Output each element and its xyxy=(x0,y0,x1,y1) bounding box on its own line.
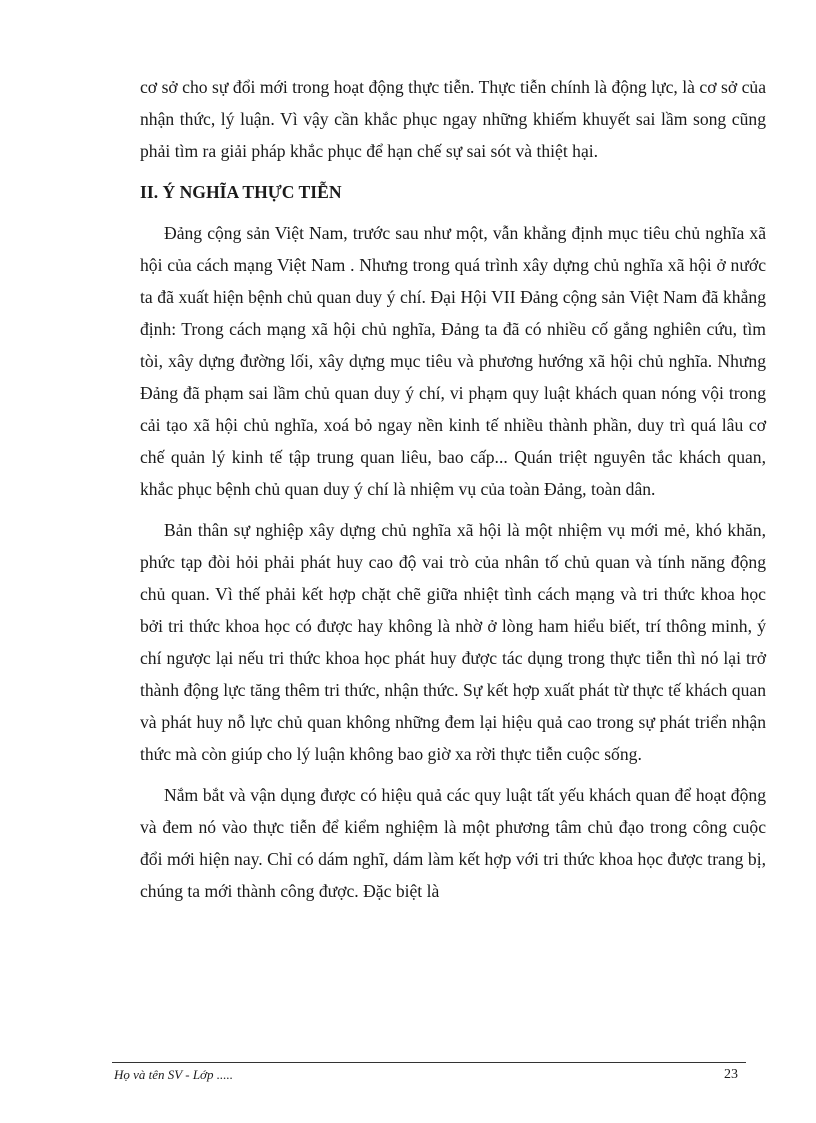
paragraph-continuation: cơ sở cho sự đổi mới trong hoạt động thực tiễn. Thực tiễn chính là động lực, là cơ sở của nhận thức, lý luận. Vì vậy cần khắc phục ngay những khiếm khuyết sai lầm song cũng phải tìm ra giải pháp khắc phục để hạn chế sự sai sót và thiệt hại. xyxy=(140,77,766,161)
paragraph: Nắm bắt và vận dụng được có hiệu quả các quy luật tất yếu khách quan để hoạt động và đem nó vào thực tiễn để kiểm nghiệm là một phương tâm chủ đạo trong công cuộc đổi mới hiện nay. Chỉ có dám nghĩ, dám làm kết hợp với tri thức khoa học được trang bị, chúng ta mới thành công được. Đặc biệt là xyxy=(140,785,766,901)
paragraph: Bản thân sự nghiệp xây dựng chủ nghĩa xã hội là một nhiệm vụ mới mẻ, khó khăn, phức tạp đòi hỏi phải phát huy cao độ vai trò của nhân tố chủ quan và tính năng động chủ quan. Vì thế phải kết hợp chặt chẽ giữa nhiệt tình cách mạng và tri thức khoa học bởi tri thức khoa học có được hay không là nhờ ở lòng ham hiểu biết, trí thông minh, ý chí ngược lại nếu tri thức khoa học phát huy được tác dụng trong thực tiễn thì nó lại trở thành động lực tăng thêm tri thức, nhận thức. Sự kết hợp xuất phát từ thực tế khách quan và phát huy nỗ lực chủ quan không những đem lại hiệu quả cao trong sự phát triển nhận thức mà còn giúp cho lý luận không bao giờ xa rời thực tiễn cuộc sống. xyxy=(140,520,766,764)
footer-divider xyxy=(112,1062,746,1063)
paragraph: Đảng cộng sản Việt Nam, trước sau như một, vẫn khẳng định mục tiêu chủ nghĩa xã hội của cách mạng Việt Nam . Nhưng trong quá trình xây dựng chủ nghĩa xã hội ở nước ta đã xuất hiện bệnh chủ quan duy ý chí. Đại Hội VII Đảng cộng sản Việt Nam đã khẳng định: Trong cách mạng xã hội chủ nghĩa, Đảng ta đã có nhiều cố gắng nghiên cứu, tìm tòi, xây dựng đường lối, xây dựng mục tiêu và phương hướng xã hội chủ nghĩa. Nhưng Đảng đã phạm sai lầm chủ quan duy ý chí, vi phạm quy luật khách quan nóng vội trong cải tạo xã hội chủ nghĩa, xoá bỏ ngay nền kinh tế nhiều thành phần, duy trì quá lâu cơ chế quản lý kinh tế tập trung quan liêu, bao cấp... Quán triệt nguyên tắc khách quan, khắc phục bệnh chủ quan duy ý chí là nhiệm vụ của toàn Đảng, toàn dân. xyxy=(140,223,766,499)
section-heading: II. Ý NGHĨA THỰC TIỄN xyxy=(140,182,342,202)
footer-student-info: Họ và tên SV - Lớp ..... xyxy=(114,1067,233,1082)
document-body xyxy=(140,71,766,916)
page-number: 23 xyxy=(724,1067,738,1082)
